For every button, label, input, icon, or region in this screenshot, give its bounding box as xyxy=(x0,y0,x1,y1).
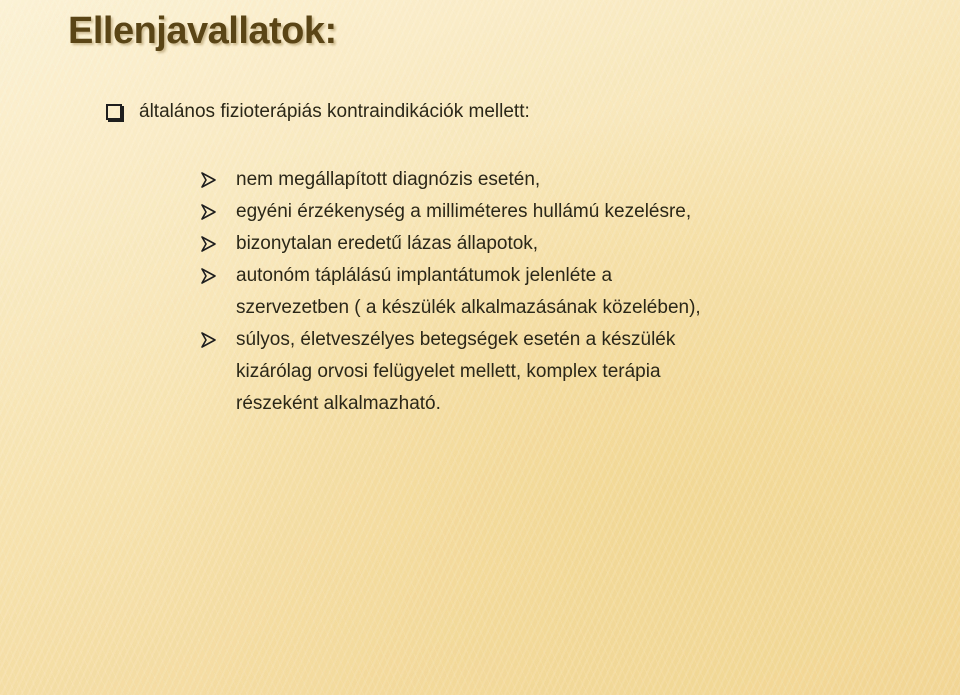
list-item-text: bizonytalan eredetű lázas állapotok, xyxy=(236,233,539,254)
list-item xyxy=(200,260,920,324)
arrow-bullet-icon xyxy=(200,268,216,284)
arrow-bullet-icon xyxy=(200,236,216,252)
arrow-bullet-icon xyxy=(200,332,216,348)
list-item-text: autonóm táplálású implantátumok jelenléte a xyxy=(236,265,613,286)
list-item xyxy=(200,164,920,196)
sub-bullet-list xyxy=(200,164,920,420)
list-item-text: részeként alkalmazható. xyxy=(236,393,441,414)
list-item xyxy=(200,324,920,420)
list-item-text: egyéni érzékenység a milliméteres hullámú kezelésre, xyxy=(236,201,692,222)
arrow-bullet-icon xyxy=(200,204,216,220)
slide-title: Ellenjavallatok: xyxy=(68,10,337,52)
list-item-text: nem megállapított diagnózis esetén, xyxy=(236,169,541,190)
level1-text: általános fizioterápiás kontraindikációk mellett: xyxy=(139,101,530,122)
list-item xyxy=(200,228,920,260)
level1-bullet xyxy=(106,101,530,123)
list-item xyxy=(200,196,920,228)
list-item-text: szervezetben ( a készülék alkalmazásának közelében), xyxy=(236,297,701,318)
list-item-text: súlyos, életveszélyes betegségek esetén a készülék xyxy=(236,329,676,350)
arrow-bullet-icon xyxy=(200,172,216,188)
list-item-text: kizárólag orvosi felügyelet mellett, komplex terápia xyxy=(236,361,661,382)
checkbox-outline-icon xyxy=(106,104,122,120)
